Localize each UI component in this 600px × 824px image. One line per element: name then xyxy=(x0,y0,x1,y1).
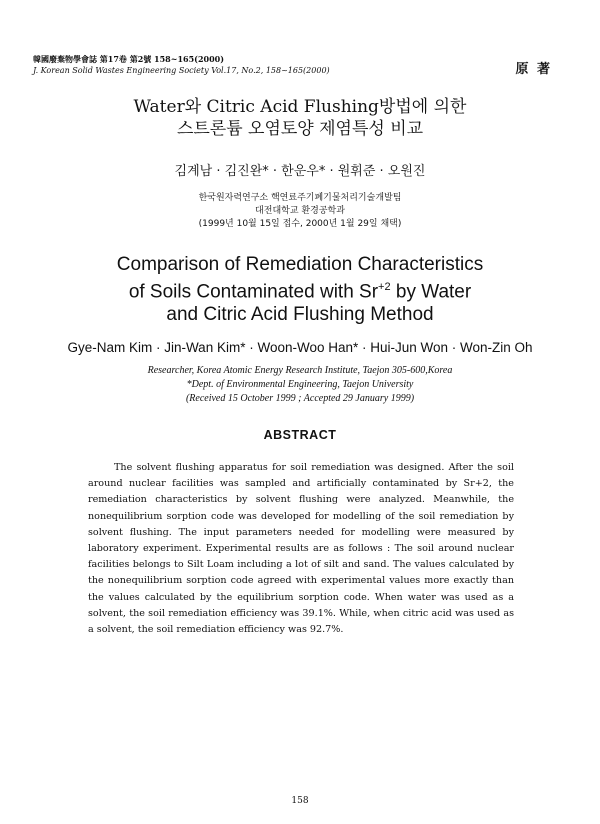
english-title-superscript: +2 xyxy=(378,281,391,293)
korean-title xyxy=(0,96,600,140)
korean-affil-line-2: 대전대학교 환경공학과 xyxy=(255,206,345,216)
abstract-heading: ABSTRACT xyxy=(263,428,337,442)
english-title xyxy=(0,253,600,326)
page-number: 158 xyxy=(291,796,309,806)
korean-title-line-1: Water와 Citric Acid Flushing방법에 의한 xyxy=(133,97,467,117)
article-type-badge: 原 著 xyxy=(515,62,552,77)
english-title-line-2-post: by Water xyxy=(390,281,472,303)
journal-line-english: J. Korean Solid Wastes Engineering Society Vol.17, No.2, 158~165(2000) xyxy=(33,66,330,75)
english-received: (Received 15 October 1999 ; Accepted 29 January 1999) xyxy=(185,393,415,404)
journal-line-korean: 韓國廢棄物學會誌 第17卷 第2號 158~165(2000) xyxy=(33,54,224,64)
english-affil-line-2: *Dept. of Environmental Engineering, Taejon University xyxy=(186,379,414,390)
korean-authors: 김계남 · 김진완* · 한운우* · 원휘준 · 오원진 xyxy=(174,164,426,179)
english-title-line-3: and Citric Acid Flushing Method xyxy=(166,304,434,326)
korean-received: (1999년 10월 15일 접수, 2000년 1월 29일 채택) xyxy=(198,219,402,229)
journal-header xyxy=(33,54,330,76)
abstract-body: The solvent flushing apparatus for soil remediation was designed. After the soil around nuclear facilities was sampled and artificially contaminated by Sr+2, the remediation characteristics by solvent flushing were analyzed. Meanwhile, the nonequilibrium sorption code was developed for modelling of the soil remediation by solvent flushing. The input parameters needed for modelling were measured by laboratory experiment. Experimental results are as follows : The soil around nuclear facilities belongs to Silt Loam including a lot of silt and sand. The values calculated by the nonequilibrium sorption code agreed with experimental values more exactly than the values calculated by the equilibrium sorption code. When water was used as a solvent, the soil remediation efficiency was 39.1%. While, when citric acid was used as a solvent, the soil remediation efficiency was 92.7%. xyxy=(88,462,514,636)
english-affiliations xyxy=(0,364,600,406)
korean-affiliations xyxy=(0,192,600,231)
english-authors: Gye-Nam Kim · Jin-Wan Kim* · Woon-Woo Han* · Hui-Jun Won · Won-Zin Oh xyxy=(67,340,533,355)
english-affil-line-1: Researcher, Korea Atomic Energy Research Institute, Taejon 305-600,Korea xyxy=(147,365,453,376)
english-title-line-2-pre: of Soils Contaminated with Sr xyxy=(128,281,379,303)
english-title-line-2 xyxy=(0,276,600,303)
korean-title-line-2: 스트론튬 오염토양 제염특성 비교 xyxy=(176,119,424,139)
korean-affil-line-1: 한국원자력연구소 핵연료주기폐기물처리기술개발팀 xyxy=(198,193,402,203)
english-title-line-1: Comparison of Remediation Characteristics xyxy=(116,254,484,275)
